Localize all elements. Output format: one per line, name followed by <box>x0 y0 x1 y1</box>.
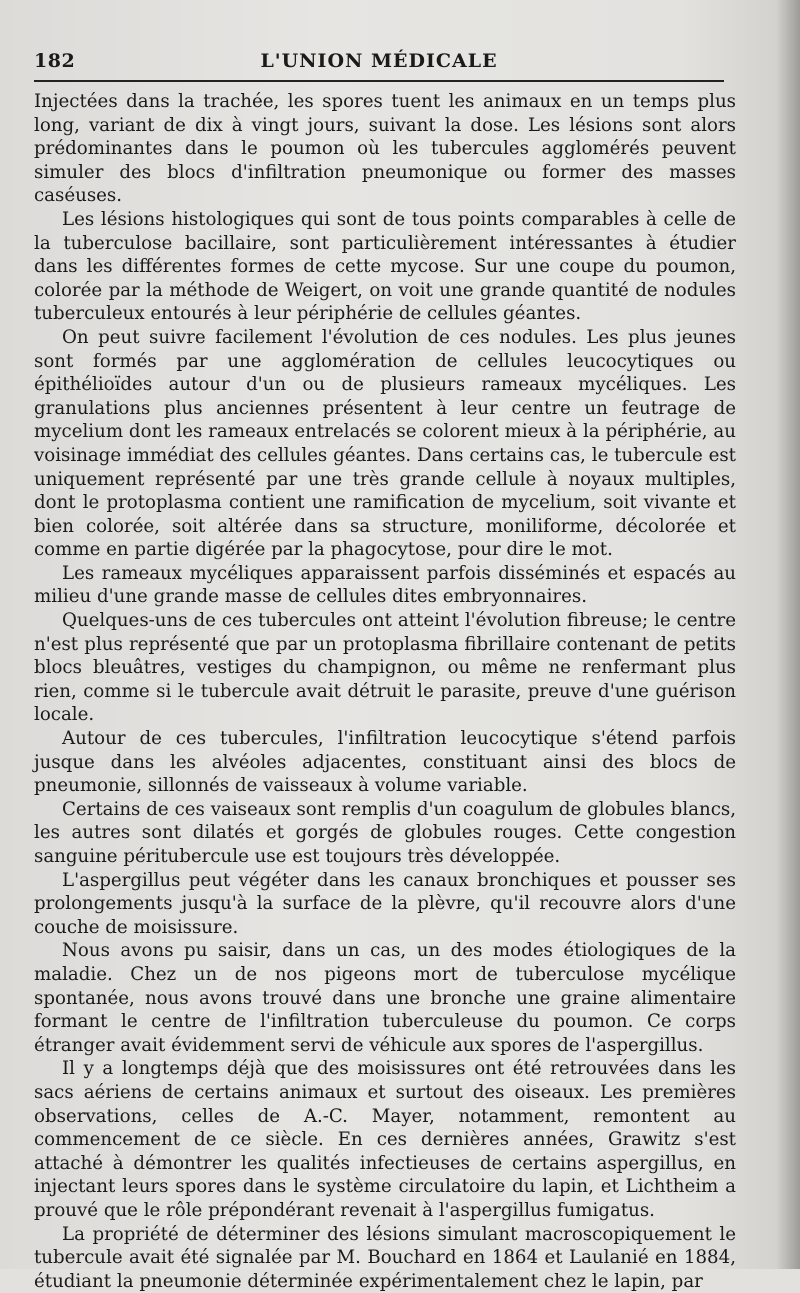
header-rule <box>34 80 724 82</box>
running-title: L'UNION MÉDICALE <box>34 50 724 72</box>
page-header <box>34 48 724 76</box>
paragraph: Autour de ces tubercules, l'infiltration leucocytique s'étend parfois jusque dans les alvéoles adjacentes, constituant ainsi des blocs de pneumonie, sillonnés de vaisseaux à volume variable. <box>34 727 736 798</box>
paragraph: Quelques-uns de ces tubercules ont atteint l'évolution fibreuse; le centre n'est plus représenté que par un protoplasma fibrillaire contenant de petits blocs bleuâtres, vestiges du champignon, ou même ne renfermant plus rien, comme si le tubercule avait détruit le parasite, preuve d'une guérison locale. <box>34 609 736 727</box>
paragraph: L'aspergillus peut végéter dans les canaux bronchiques et pousser ses prolongements jusqu'à la surface de la plèvre, qu'il recouvre alors d'une couche de moisissure. <box>34 869 736 940</box>
paragraph: Les rameaux mycéliques apparaissent parfois disséminés et espacés au milieu d'une grande masse de cellules dites embryonnaires. <box>34 562 736 609</box>
page-number: 182 <box>34 50 75 72</box>
paragraph: Injectées dans la trachée, les spores tuent les animaux en un temps plus long, variant de dix à vingt jours, suivant la dose. Les lésions sont alors prédominantes dans le poumon où les tubercules agglomérés peuvent simuler des blocs d'infiltration pneumonique ou former des masses caséuses. <box>34 90 736 208</box>
paragraph: Les lésions histologiques qui sont de tous points comparables à celle de la tuberculose bacillaire, sont particulièrement intéressantes à étudier dans les différentes formes de cette mycose. Sur une coupe du poumon, colorée par la méthode de Weigert, on voit une grande quantité de nodules tuberculeux entourés à leur périphérie de cellules géantes. <box>34 208 736 326</box>
paragraph: Il y a longtemps déjà que des moisissures ont été retrouvées dans les sacs aériens de certains animaux et surtout des oiseaux. Les premières observations, celles de A.-C. Mayer, notamment, remontent au commencement de ce siècle. En ces dernières années, Grawitz s'est attaché à démontrer les qualités infectieuses de certains aspergillus, en injectant leurs spores dans le système circulatoire du lapin, et Lichtheim a prouvé que le rôle prépondérant revenait à l'aspergillus fumigatus. <box>34 1057 736 1222</box>
body-text <box>34 90 736 1293</box>
paragraph: On peut suivre facilement l'évolution de ces nodules. Les plus jeunes sont formés par une agglomération de cellules leucocytiques ou épithélioïdes autour d'un ou de plusieurs rameaux mycéliques. Les granulations plus anciennes présentent à leur centre un feutrage de mycelium dont les rameaux entrelacés se colorent mieux à la périphérie, au voisinage immédiat des cellules géantes. Dans certains cas, le tubercule est uniquement représenté par une très grande cellule à noyaux multiples, dont le protoplasma contient une ramification de mycelium, soit vivante et bien colorée, soit altérée dans sa structure, moniliforme, décolorée et comme en partie digérée par la phagocytose, pour dire le mot. <box>34 326 736 562</box>
paragraph: La propriété de déterminer des lésions simulant macroscopiquement le tubercule avait été signalée par M. Bouchard en 1864 et Laulanié en 1884, étudiant la pneumonie déterminée expérimentalement chez le lapin, par <box>34 1223 736 1293</box>
paragraph: Certains de ces vaiseaux sont remplis d'un coagulum de globules blancs, les autres sont dilatés et gorgés de globules rouges. Cette congestion sanguine péritubercule use est toujours très développée. <box>34 798 736 869</box>
paragraph: Nous avons pu saisir, dans un cas, un des modes étiologiques de la maladie. Chez un de nos pigeons mort de tuberculose mycélique spontanée, nous avons trouvé dans une bronche une graine alimentaire formant le centre de l'infiltration tuberculeuse du poumon. Ce corps étranger avait évidemment servi de véhicule aux spores de l'aspergillus. <box>34 939 736 1057</box>
page-edge-shadow <box>776 0 800 1269</box>
